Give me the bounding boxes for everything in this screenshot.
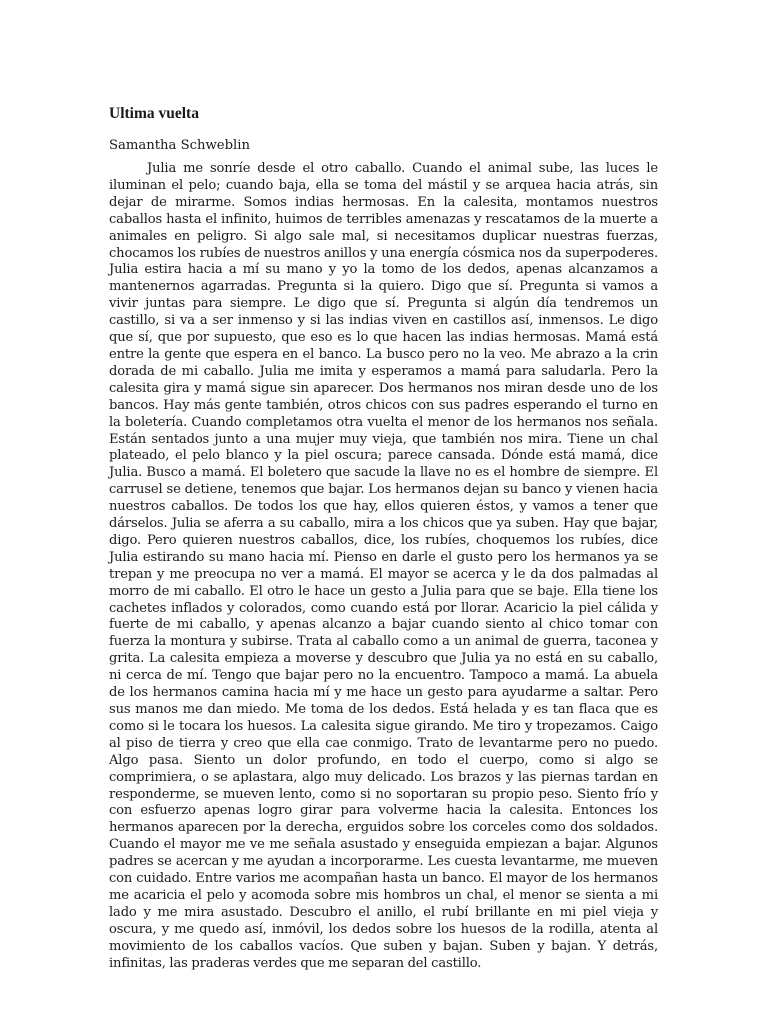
story-title: Ultima vuelta	[109, 105, 199, 122]
story-body: Julia me sonríe desde el otro caballo. Cuando el animal sube, las luces le iluminan el pelo; cuando baja, ella se toma del mástil y se arquea hacia atrás, sin dejar de mirarme. Somos indias hermosas. En la calesita, montamos nuestros caballos hasta el infinito, huimos de terribles amenazas y rescatamos de la muerte a animales en peligro. Si algo sale mal, si necesitamos duplicar nuestras fuerzas, chocamos los rubíes de nuestros anillos y una energía cósmica nos da superpoderes. Julia estira hacia a mí su mano y yo la tomo de los dedos, apenas alcanzamos a mantenernos agarradas. Pregunta si la quiero. Digo que sí. Pregunta si vamos a vivir juntas para siempre. Le digo que sí. Pregunta si algún día tendremos un castillo, si va a ser inmenso y si las indias viven en castillos así, inmensos. Le digo que sí, que por supuesto, que eso es lo que hacen las indias hermosas. Mamá está entre la gente que espera en el banco. La busco pero no la veo. Me abrazo a la crin dorada de mi caballo. Julia me imita y esperamos a mamá para saludarla. Pero la calesita gira y mamá sigue sin aparecer. Dos hermanos nos miran desde uno de los bancos. Hay más gente también, otros chicos con sus padres esperando el turno en la boletería. Cuando completamos otra vuelta el menor de los hermanos nos señala. Están sentados junto a una mujer muy vieja, que también nos mira. Tiene un chal plateado, el pelo blanco y la piel oscura; parece cansada. Dónde está mamá, dice Julia. Busco a mamá. El boletero que sacude la llave no es el hombre de siempre. El carrusel se detiene, tenemos que bajar. Los hermanos dejan su banco y vienen hacia nuestros caballos. De todos los que hay, ellos quieren éstos, y vamos a tener que dárselos. Julia se aferra a su caballo, mira a los chicos que ya suben. Hay que bajar, digo. Pero quieren nuestros caballos, dice, los rubíes, choquemos los rubíes, dice Julia estirando su mano hacia mí. Pienso en darle el gusto pero los hermanos ya se trepan y me preocupa no ver a mamá. El mayor se acerca y le da dos palmadas al morro de mi caballo. El otro le hace un gesto a Julia para que se baje. Ella tiene los cachetes inflados y colorados, como cuando está por llorar. Acaricio la piel cálida y fuerte de mi caballo, y apenas alcanzo a bajar cuando siento al chico tomar con fuerza la montura y subirse. Trata al caballo como a un animal de guerra, taconea y grita. La calesita empieza a moverse y descubro que Julia ya no está en su caballo, ni cerca de mí. Tengo que bajar pero no la encuentro. Tampoco a mamá. La abuela de los hermanos camina hacia mí y me hace un gesto para ayudarme a saltar. Pero sus manos me dan miedo. Me toma de los dedos. Está helada y es tan flaca que es como si le tocara los huesos. La calesita sigue girando. Me tiro y tropezamos. Caigo al piso de tierra y creo que ella cae conmigo. Trato de levantarme pero no puedo. Algo pasa. Siento un dolor profundo, en todo el cuerpo, como si algo se comprimiera, o se aplastara, algo muy delicado. Los brazos y las piernas tardan en responderme, se mueven lento, como si no soportaran su propio peso. Siento frío y con esfuerzo apenas logro girar para volverme hacia la calesita. Entonces los hermanos aparecen por la derecha, erguidos sobre los corceles como dos soldados. Cuando el mayor me ve me señala asustado y enseguida empiezan a bajar. Algunos padres se acercan y me ayudan a incorporarme. Les cuesta levantarme, me mueven con cuidado. Entre varios me acompañan hasta un banco. El mayor de los hermanos me acaricia el pelo y acomoda sobre mis hombros un chal, el menor se sienta a mi lado y me mira asustado. Descubro el anillo, el rubí brillante en mi piel vieja y oscura, y me quedo así, inmóvil, los dedos sobre los huesos de la rodilla, atenta al movimiento de los caballos vacíos. Que suben y bajan. Suben y bajan. Y detrás, infinitas, las praderas verdes que me separan del castillo.	[109, 161, 658, 971]
document-content	[109, 104, 658, 973]
author-name: Samantha Schweblin	[109, 138, 250, 153]
